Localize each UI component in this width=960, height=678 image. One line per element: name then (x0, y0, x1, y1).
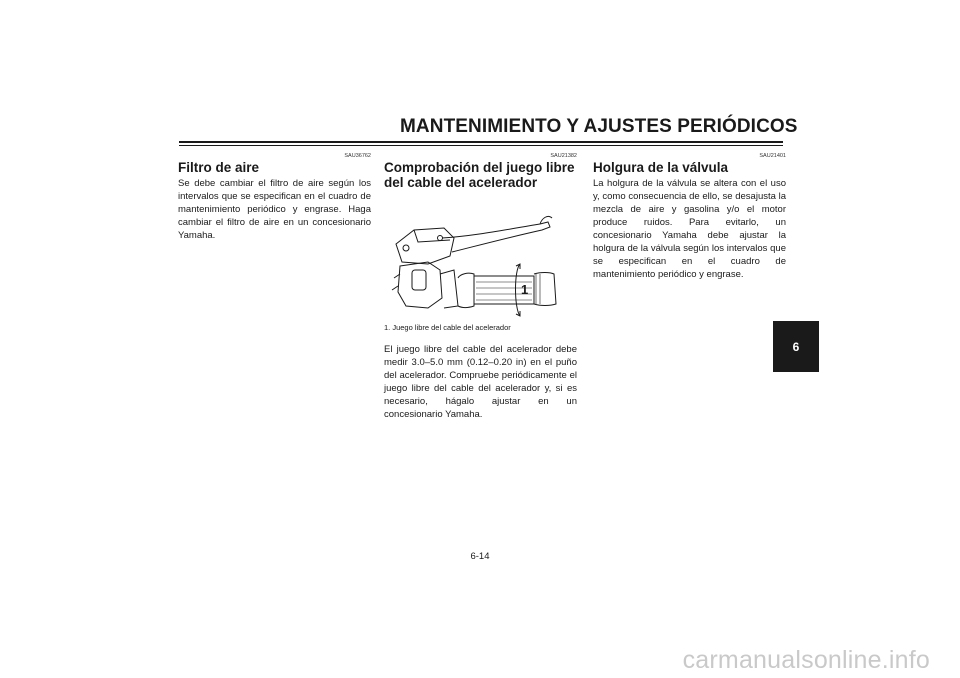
section-throttle-cable (384, 153, 577, 421)
watermark-text: carmanualsonline.info (682, 646, 930, 674)
figure-caption: 1. Juego libre del cable del acelerador (384, 323, 511, 332)
section-heading: Comprobación del juego libre del cable del acelerador (384, 160, 575, 190)
header-rule-thick (179, 141, 783, 143)
section-heading: Filtro de aire (178, 160, 260, 175)
section-valve-clearance (593, 153, 786, 281)
section-code: SAU21401 (759, 153, 786, 159)
section-body: Se debe cambiar el filtro de aire según los intervalos que se especifican en el cuadro de mantenimiento periódico y engrase. Haga cambiar el filtro de aire en un concesionario Yamaha. (178, 178, 371, 241)
throttle-grip-illustration (384, 208, 577, 318)
chapter-tab: 6 (773, 321, 819, 372)
page-header-title: MANTENIMIENTO Y AJUSTES PERIÓDICOS (400, 116, 798, 137)
section-body: La holgura de la válvula se altera con el uso y, como consecuencia de ello, se desajusta la mezcla de aire y gasolina y/o el motor produce ruidos. Para evitarlo, un concesionario Yamaha debe ajustar la holgura de la válvula según los intervalos que se especifican en el cuadro de mantenimiento periódico y engrase. (593, 178, 786, 280)
figure-callout-number: 1 (521, 282, 529, 297)
section-heading: Holgura de la válvula (593, 160, 729, 175)
section-code: SAU21382 (550, 153, 577, 159)
section-code: SAU36762 (344, 153, 371, 159)
section-air-filter (178, 153, 371, 242)
throttle-grip-drawing (384, 208, 577, 318)
section-body: El juego libre del cable del acelerador debe medir 3.0–5.0 mm (0.12–0.20 in) en el puño del acelerador. Compruebe periódicamente el juego libre del cable del acelerador y, si es necesario, hágalo ajustar en un concesionario Yamaha. (384, 344, 577, 420)
page-number: 6-14 (470, 551, 490, 562)
header-rule-thin (179, 145, 783, 146)
